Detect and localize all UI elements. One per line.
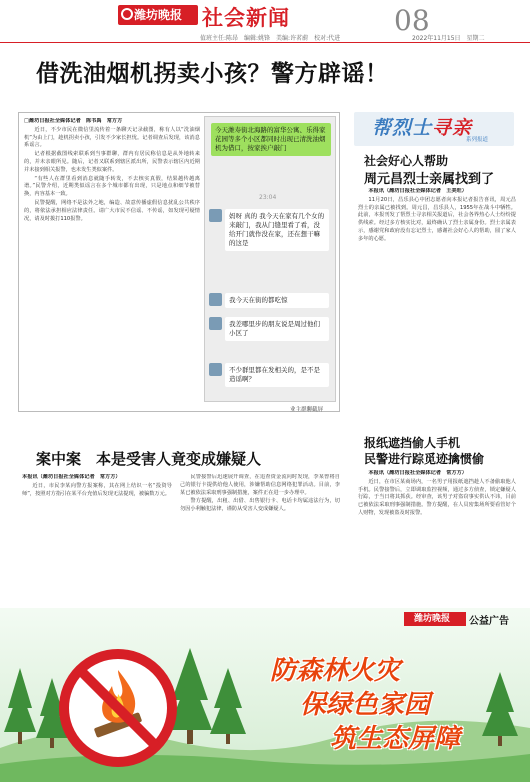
story2-headline-b: 民警进行踪觅迹擒惯偷 <box>364 452 485 466</box>
story2-byline: 本报讯（潍坊日报社全媒体记者 常方方） <box>368 470 467 476</box>
chat-message: 我差哪里步的朋友说是周过他们小区了 <box>225 317 329 341</box>
case-body-col2 <box>180 474 340 600</box>
issue-date: 2022年11月15日 星期二 <box>412 35 485 42</box>
chat-message: 妈呀 真的 我今天在家有几个女的来敲门，我从门缝里看了看，没给开门就作没在家，还在想干嘛的这是 <box>225 209 329 251</box>
chat-message: 我今天在街的都吃惊 <box>225 293 329 308</box>
story1-headline-a: 社会好心人帮助 <box>364 154 449 168</box>
series-banner-red: 寻亲 <box>432 117 473 139</box>
story1-headline-b: 周元昌烈士亲属找到了 <box>364 172 495 187</box>
masthead-rule <box>0 42 530 43</box>
ad-illustration <box>0 608 530 782</box>
main-paragraph: 记者根据截图线索联系到当事群聊，群内有居民称信息是从外地转来的，并未亲眼所见。随后，记者又联系到辖区派出所，民警表示辖区内近期并未接到相关报警，也未发生类似案件。 <box>24 151 200 173</box>
main-paragraph: 近日，不少市民在微信里流传着一条聊天记录截图，称有人以“洗油烟机”为由上门，趁机拐卖小孩，引发不少家长担忧。记者调查后发现，该消息系谣言。 <box>24 126 200 149</box>
editor-line: 值班主任:陈昂 编辑:姚锋 美编:许茗蔚 校对:代进 <box>200 35 341 42</box>
story2-body <box>358 470 516 602</box>
case-paragraph: 警方提醒，出租、出借、出售银行卡、电话卡均属违法行为，切勿因小利触犯法律，谨防从受害人变成嫌疑人。 <box>180 498 340 513</box>
case-body-col1 <box>22 474 172 600</box>
case-paragraph: 近日，市民李某向警方报案称，其在网上结识一名“投资导师”，按照对方指引在某平台充值后发现无法提现，被骗数万元。 <box>22 482 172 497</box>
paper-logo-icon <box>121 8 133 20</box>
ad-label: 公益广告 <box>469 616 509 627</box>
main-paragraph: 民警提醒，网络不是法外之地，编造、故意传播虚假信息扰乱公共秩序的，将依法承担相应法律责任。请广大市民不信谣、不传谣，如发现可疑情况，请及时拨打110报警。 <box>24 199 200 222</box>
paper-logo: 潍坊晚报 <box>118 5 198 25</box>
chat-message: 不少群里都在发相关的，是不是造谣啊？ <box>225 363 329 387</box>
story2-headline-a: 报纸遮挡偷人手机 <box>364 436 461 450</box>
case-byline: 本报讯（潍坊日报社全媒体记者 常方方） <box>22 474 121 480</box>
series-banner-title <box>372 113 472 140</box>
main-headline: 借洗油烟机拐卖小孩？警方辟谣！ <box>36 61 389 87</box>
ad-slogan-3: 筑生态屏障 <box>330 724 461 754</box>
avatar-icon <box>209 363 222 376</box>
ad-slogan-2: 保绿色家园 <box>300 690 431 720</box>
chat-caption: 业主群聊截屏 <box>290 407 324 413</box>
main-byline: □潍坊日报社全媒体记者 陈书禹 常方方 <box>24 118 123 124</box>
series-banner-main: 帮烈士 <box>372 117 433 139</box>
main-article-body <box>24 118 200 400</box>
story1-body <box>358 188 516 426</box>
story1-byline: 本报讯（潍坊日报社全媒体记者 王美旺） <box>368 188 467 194</box>
case-paragraph: 民警接警后迅速展开调查，在追查资金流向时发现，李某曾将自己的银行卡提供给他人使用，涉嫌帮助信息网络犯罪活动。目前，李某已被依法采取刑事强制措施，案件正在进一步办理中。 <box>180 474 340 496</box>
story1-paragraph: 11月20日，昌乐县心中团志愿者向本报记者报告喜讯，周元昌烈士的亲属已被找到。周元昌，昌乐县人，1955年在战斗中牺牲。此前，本报刊发了帮烈士寻亲相关报道后，社会各界热心人士纷纷提供线索。经过多方核实比对，最终确认了烈士亲属身份。烈士亲属表示，感谢党和政府没有忘记烈士，感谢社会好心人的帮助，圆了家人多年的心愿。 <box>358 196 516 242</box>
page-number: 08 <box>394 4 430 37</box>
case-headline: 案中案 本是受害人竟变成嫌疑人 <box>36 450 262 468</box>
ad-slogan-1: 防森林火灾 <box>270 656 401 686</box>
public-service-ad <box>0 608 530 782</box>
section-title: 社会新闻 <box>202 6 290 30</box>
story2-paragraph: 近日，在市区某商场内，一名男子用报纸遮挡趁人不备偷取他人手机。民警接警后，立即调取监控视频，通过多方侦查，锁定嫌疑人行踪，于当日将其抓获。经审查，该男子对盗窃事实供认不讳，目前已被依法采取刑事强制措施。警方提醒，在人员密集场所要看管好个人财物，发现被盗及时报警。 <box>358 478 516 516</box>
avatar-icon <box>209 317 222 330</box>
chat-time: 23:04 <box>259 194 277 201</box>
avatar-icon <box>209 293 222 306</box>
chat-message: 今天潍寿街北海路的富华公寓、乐得家花园等多个小区都同时出现已清洗油烟机为借口，按家挨户敲门 <box>211 123 331 156</box>
main-paragraph: “有些人在群里看到消息就随手转发，不去核实真假，结果越传越离谱。”民警介绍，近期类似谣言在多个城市都有出现，只是地点和细节被替换，内容基本一致。 <box>24 175 200 198</box>
ad-paper-logo: 潍坊晚报 <box>404 612 466 626</box>
series-banner-sub: 系列报道 <box>466 137 489 143</box>
chat-screenshot <box>204 116 336 402</box>
avatar-icon <box>209 209 222 222</box>
